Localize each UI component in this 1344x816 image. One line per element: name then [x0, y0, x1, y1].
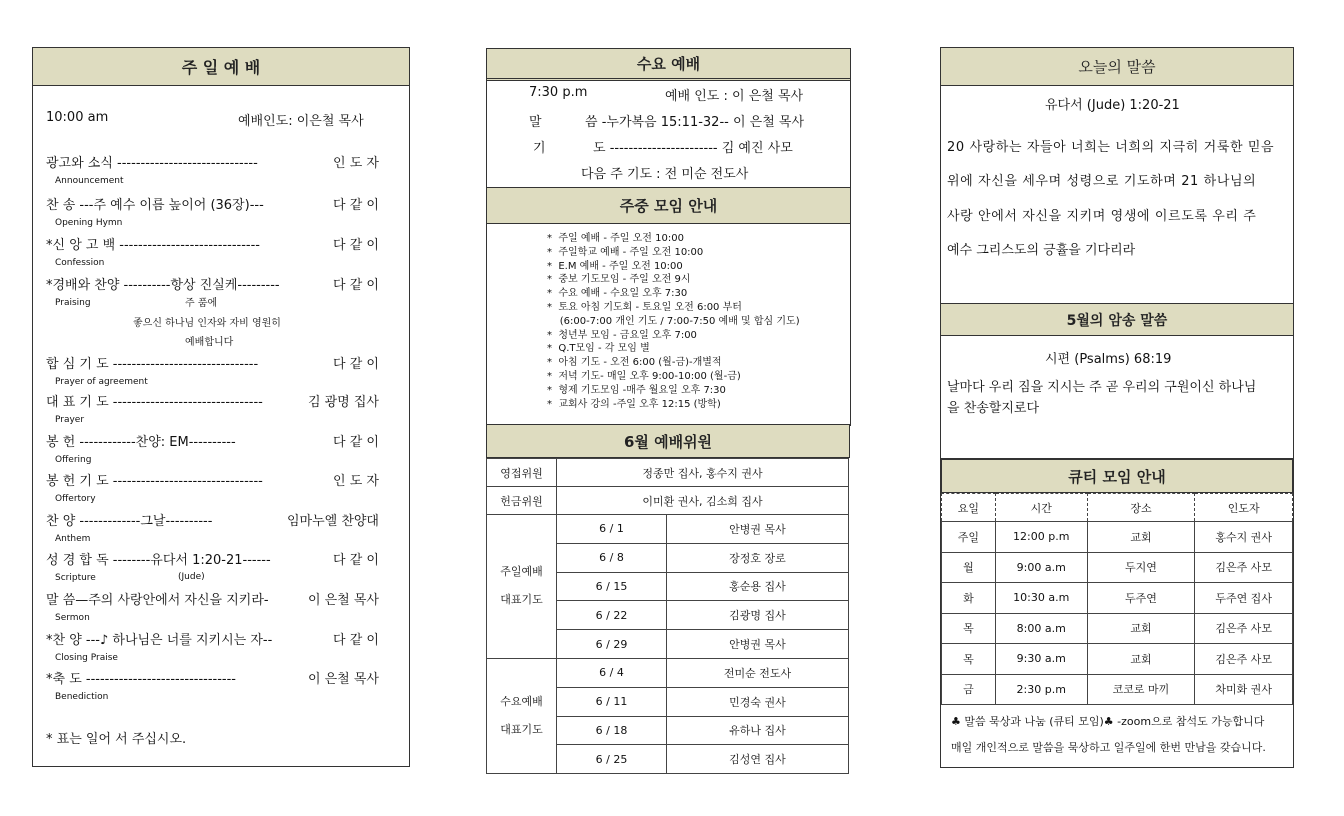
offering-value: 이미환 권사, 김소희 집사: [557, 487, 849, 515]
worship-item-12-english: Benediction: [55, 692, 109, 702]
qt-column-header: 장소: [1087, 494, 1195, 522]
committee-name: 김성연 집사: [667, 745, 849, 774]
worship-item-10-left: 말 씀—주의 사랑안에서 자신을 지키라-: [46, 593, 269, 608]
june-committee-header: [486, 424, 850, 458]
committee-name: 유하나 집사: [667, 716, 849, 745]
memory-verse-header: [941, 304, 1293, 336]
wednesday-group-label-line: 수요예배: [500, 695, 543, 709]
qt-cell: 교회: [1087, 522, 1195, 553]
weekly-meeting-item: * 아침 기도 - 오전 6:00 (월-금)-개별적: [547, 357, 722, 369]
wednesday-leader: 예배 인도 : 이 은철 목사: [665, 89, 804, 104]
qt-cell: 10:30 a.m: [995, 583, 1087, 614]
worship-item-0-left: 광고와 소식 ------------------------------: [46, 156, 258, 171]
committee-name: 홍순용 집사: [667, 572, 849, 601]
qt-cell: 두주연: [1087, 583, 1195, 614]
today-word-reference: 유다서 (Jude) 1:20-21: [1045, 98, 1180, 113]
today-word-header: [941, 48, 1293, 86]
today-word-panel: [940, 47, 1294, 305]
worship-item-8-left: 찬 양 -------------그날----------: [46, 514, 213, 529]
weekly-meeting-item: * E.M 예배 - 주일 오전 10:00: [547, 260, 683, 272]
qt-cell: 김은주 사모: [1195, 613, 1293, 644]
sunday-group-label-line: 대표기도: [500, 593, 543, 607]
worship-item-4-right: 다 같 이: [333, 357, 379, 372]
worship-item-1-right: 다 같 이: [333, 198, 379, 213]
qt-column-header: 시간: [995, 494, 1087, 522]
greeters-label: 영접위원: [487, 459, 557, 487]
qt-column-header: 인도자: [1195, 494, 1293, 522]
today-word-line: 20 사랑하는 자들아 너희는 너희의 지극히 거룩한 믿음: [947, 140, 1275, 155]
qt-cell: 김은주 사모: [1195, 552, 1293, 583]
committee-date: 6 / 22: [557, 601, 667, 630]
sunday-service-header: [33, 48, 409, 86]
qt-row: [942, 613, 1293, 644]
weekly-meeting-item: * Q.T모임 - 각 모임 별: [547, 343, 650, 355]
worship-item-3-left: *경배와 찬양 ----------항상 진실케---------: [46, 278, 280, 293]
june-committee-panel: [486, 424, 850, 772]
today-word-line: 위에 자신을 세우며 성령으로 기도하며 21 하나님의: [947, 174, 1257, 189]
worship-item-2-left: *신 앙 고 백 ------------------------------: [46, 238, 260, 253]
qt-cell: 목: [942, 613, 996, 644]
qt-cell: 홍수지 권사: [1195, 522, 1293, 553]
sunday-leader: 예배인도: 이은철 목사: [238, 114, 364, 129]
weekly-meetings-header: [487, 188, 850, 224]
qt-cell: 두지연: [1087, 552, 1195, 583]
worship-item-9-right: 다 같 이: [333, 553, 379, 568]
qt-cell: 화: [942, 583, 996, 614]
qt-row: [942, 644, 1293, 675]
qt-cell: 주일: [942, 522, 996, 553]
committee-date: 6 / 11: [557, 687, 667, 716]
worship-item-3-right: 다 같 이: [333, 278, 379, 293]
weekly-meeting-item: * 교회사 강의 -주일 오후 12:15 (방학): [547, 398, 721, 410]
qt-meeting-header: [941, 459, 1293, 493]
weekly-meeting-item: * 형제 기도모임 -매주 월요일 오후 7:30: [547, 384, 726, 396]
worship-item-4-left: 합 심 기 도 -------------------------------: [46, 357, 259, 372]
wednesday-group-label-line: 대표기도: [500, 723, 543, 737]
worship-item-8-english: Anthem: [55, 534, 91, 544]
wednesday-sermon: 씀 -누가복음 15:11-32-- 이 은철 목사: [585, 115, 805, 130]
qt-column-header: 요일: [942, 494, 996, 522]
weekly-meeting-item: * 중보 기도모임 - 주일 오전 9시: [547, 274, 691, 286]
worship-item-1-left: 찬 송 ---주 예수 이름 높이어 (36장)---: [46, 198, 264, 213]
worship-item-10-right: 이 은철 목사: [307, 593, 379, 608]
worship-item-6-right: 다 같 이: [333, 435, 379, 450]
committee-date: 6 / 8: [557, 543, 667, 572]
committee-date: 6 / 15: [557, 572, 667, 601]
worship-item-11-left: *찬 양 ---♪ 하나님은 너를 지키시는 자--: [46, 633, 273, 648]
worship-item-5-right: 김 광명 집사: [307, 395, 379, 410]
wednesday-prayer-group-label: [487, 658, 557, 773]
worship-item-7-english: Offertory: [55, 494, 96, 504]
committee-name: 안병권 목사: [667, 630, 849, 659]
worship-item-2-right: 다 같 이: [333, 238, 379, 253]
qt-row: [942, 674, 1293, 705]
weekly-meeting-item: * 저녁 기도- 매일 오후 9:00-10:00 (월-금): [547, 370, 741, 382]
qt-cell: 교회: [1087, 613, 1195, 644]
qt-cell: 두주연 집사: [1195, 583, 1293, 614]
wednesday-next-prayer: 다음 주 기도 : 전 미순 전도사: [581, 167, 749, 182]
worship-item-5-left: 대 표 기 도 --------------------------------: [46, 395, 263, 410]
committee-name: 전미순 전도사: [667, 658, 849, 687]
worship-item-9-english: Scripture: [55, 573, 96, 583]
wednesday-service-title: 수요 예배: [636, 55, 701, 73]
worship-item-0-english: Announcement: [55, 176, 124, 186]
praising-line-3: 예배합니다: [185, 337, 234, 348]
worship-item-6-english: Offering: [55, 455, 92, 465]
sunday-service-title: 주 일 예 배: [181, 58, 261, 77]
weekly-meetings-title: 주중 모임 안내: [619, 197, 718, 215]
worship-item-4-english: Prayer of agreement: [55, 377, 148, 387]
weekly-meeting-item: (6:00-7:00 개인 기도 / 7:00-7:50 예배 및 합심 기도): [547, 315, 800, 327]
qt-row: [942, 583, 1293, 614]
memory-verse-line-2: 을 찬송할지로다: [947, 401, 1040, 416]
qt-cell: 김은주 사모: [1195, 644, 1293, 675]
weekly-meetings-list: [547, 232, 800, 411]
today-word-title: 오늘의 말씀: [1078, 58, 1156, 76]
sunday-service-panel: [32, 47, 410, 767]
weekly-meeting-item: * 주일 예배 - 주일 오전 10:00: [547, 233, 684, 244]
praising-line-2: 좋으신 하나님 인자와 자비 영원히: [133, 318, 281, 329]
committee-name: 김광명 집사: [667, 601, 849, 630]
weekly-meetings-panel: [486, 188, 851, 426]
worship-item-3-english: Praising: [55, 298, 91, 308]
weekly-meeting-item: * 토요 아침 기도회 - 토요일 오전 6:00 부터: [547, 301, 742, 313]
qt-meeting-title: 큐티 모임 안내: [1068, 467, 1166, 486]
today-word-line: 예수 그리스도의 긍휼을 기다리라: [947, 243, 1136, 258]
qt-cell: 금: [942, 674, 996, 705]
committee-row: [487, 515, 849, 544]
qt-note-2: 매일 개인적으로 말씀을 묵상하고 일주일에 한번 만남을 갖습니다.: [951, 741, 1266, 754]
committee-date: 6 / 18: [557, 716, 667, 745]
qt-row: [942, 522, 1293, 553]
qt-cell: 2:30 p.m: [995, 674, 1087, 705]
memory-verse-title: 5월의 암송 말씀: [1066, 312, 1168, 329]
qt-schedule-table: [941, 493, 1293, 705]
weekly-meeting-item: * 청년부 모임 - 금요일 오후 7:00: [547, 329, 697, 341]
memory-verse-panel: [940, 303, 1294, 461]
worship-item-11-english: Closing Praise: [55, 653, 118, 663]
wednesday-sermon-label: 말: [529, 115, 542, 130]
worship-item-8-right: 임마누엘 찬양대: [286, 514, 379, 529]
committee-date: 6 / 25: [557, 745, 667, 774]
committee-date: 6 / 4: [557, 658, 667, 687]
standing-note: * 표는 일어 서 주십시오.: [46, 732, 187, 747]
today-word-line: 사랑 안에서 자신을 지키며 영생에 이르도록 우리 주: [947, 209, 1257, 224]
committee-name: 안병권 목사: [667, 515, 849, 544]
committee-name: 장정호 장로: [667, 543, 849, 572]
qt-cell: 코코로 마끼: [1087, 674, 1195, 705]
qt-cell: 9:00 a.m: [995, 552, 1087, 583]
qt-meeting-panel: [940, 458, 1294, 768]
worship-item-12-left: *축 도 --------------------------------: [46, 672, 236, 687]
qt-cell: 8:00 a.m: [995, 613, 1087, 644]
memory-verse-reference: 시편 (Psalms) 68:19: [1045, 352, 1172, 367]
qt-cell: 월: [942, 552, 996, 583]
praising-line-1: 주 품에: [185, 298, 218, 309]
scripture-sub: (Jude): [178, 572, 205, 582]
qt-cell: 차미화 권사: [1195, 674, 1293, 705]
june-committee-title: 6월 예배위원: [623, 432, 713, 451]
june-committee-table: [486, 458, 849, 774]
worship-item-12-right: 이 은철 목사: [307, 672, 379, 687]
sunday-group-label-line: 주일예배: [500, 565, 543, 579]
wednesday-prayer-label: 기: [533, 141, 546, 156]
greeters-value: 정종만 집사, 홍수지 권사: [557, 459, 849, 487]
qt-cell: 목: [942, 644, 996, 675]
qt-header-row: [942, 494, 1293, 522]
memory-verse-line-1: 날마다 우리 짐을 지시는 주 곧 우리의 구원이신 하나님: [947, 380, 1257, 395]
wednesday-prayer: 도 ----------------------- 김 예진 사모: [593, 141, 793, 156]
weekly-meeting-item: * 수요 예배 - 수요일 오후 7:30: [547, 288, 688, 300]
committee-row: [487, 658, 849, 687]
worship-item-9-left: 성 경 합 독 --------유다서 1:20-21------: [46, 553, 271, 568]
worship-item-5-english: Prayer: [55, 415, 85, 425]
qt-row: [942, 552, 1293, 583]
worship-item-10-english: Sermon: [55, 613, 90, 623]
qt-cell: 9:30 a.m: [995, 644, 1087, 675]
weekly-meeting-item: * 주일학교 예배 - 주일 오전 10:00: [547, 246, 704, 258]
wednesday-service-panel: [486, 48, 851, 188]
worship-item-1-english: Opening Hymn: [55, 218, 123, 228]
worship-item-0-right: 인 도 자: [333, 156, 379, 171]
worship-item-6-left: 봉 헌 ------------찬양: EM----------: [46, 435, 236, 450]
sunday-prayer-group-label: [487, 515, 557, 659]
offering-label: 헌금위원: [487, 487, 557, 515]
qt-cell: 교회: [1087, 644, 1195, 675]
committee-name: 민경숙 권사: [667, 687, 849, 716]
qt-cell: 12:00 p.m: [995, 522, 1087, 553]
worship-item-7-left: 봉 헌 기 도 --------------------------------: [46, 474, 263, 489]
wednesday-time: 7:30 p.m: [529, 85, 588, 100]
worship-item-11-right: 다 같 이: [333, 633, 379, 648]
sunday-time: 10:00 am: [46, 110, 109, 125]
committee-date: 6 / 29: [557, 630, 667, 659]
wednesday-service-header: [487, 49, 850, 81]
qt-note-1: ♣ 말씀 묵상과 나눔 (큐티 모임)♣ -zoom으로 참석도 가능합니다: [951, 715, 1265, 728]
committee-date: 6 / 1: [557, 515, 667, 544]
worship-item-2-english: Confession: [55, 258, 105, 268]
worship-item-7-right: 인 도 자: [333, 474, 379, 489]
